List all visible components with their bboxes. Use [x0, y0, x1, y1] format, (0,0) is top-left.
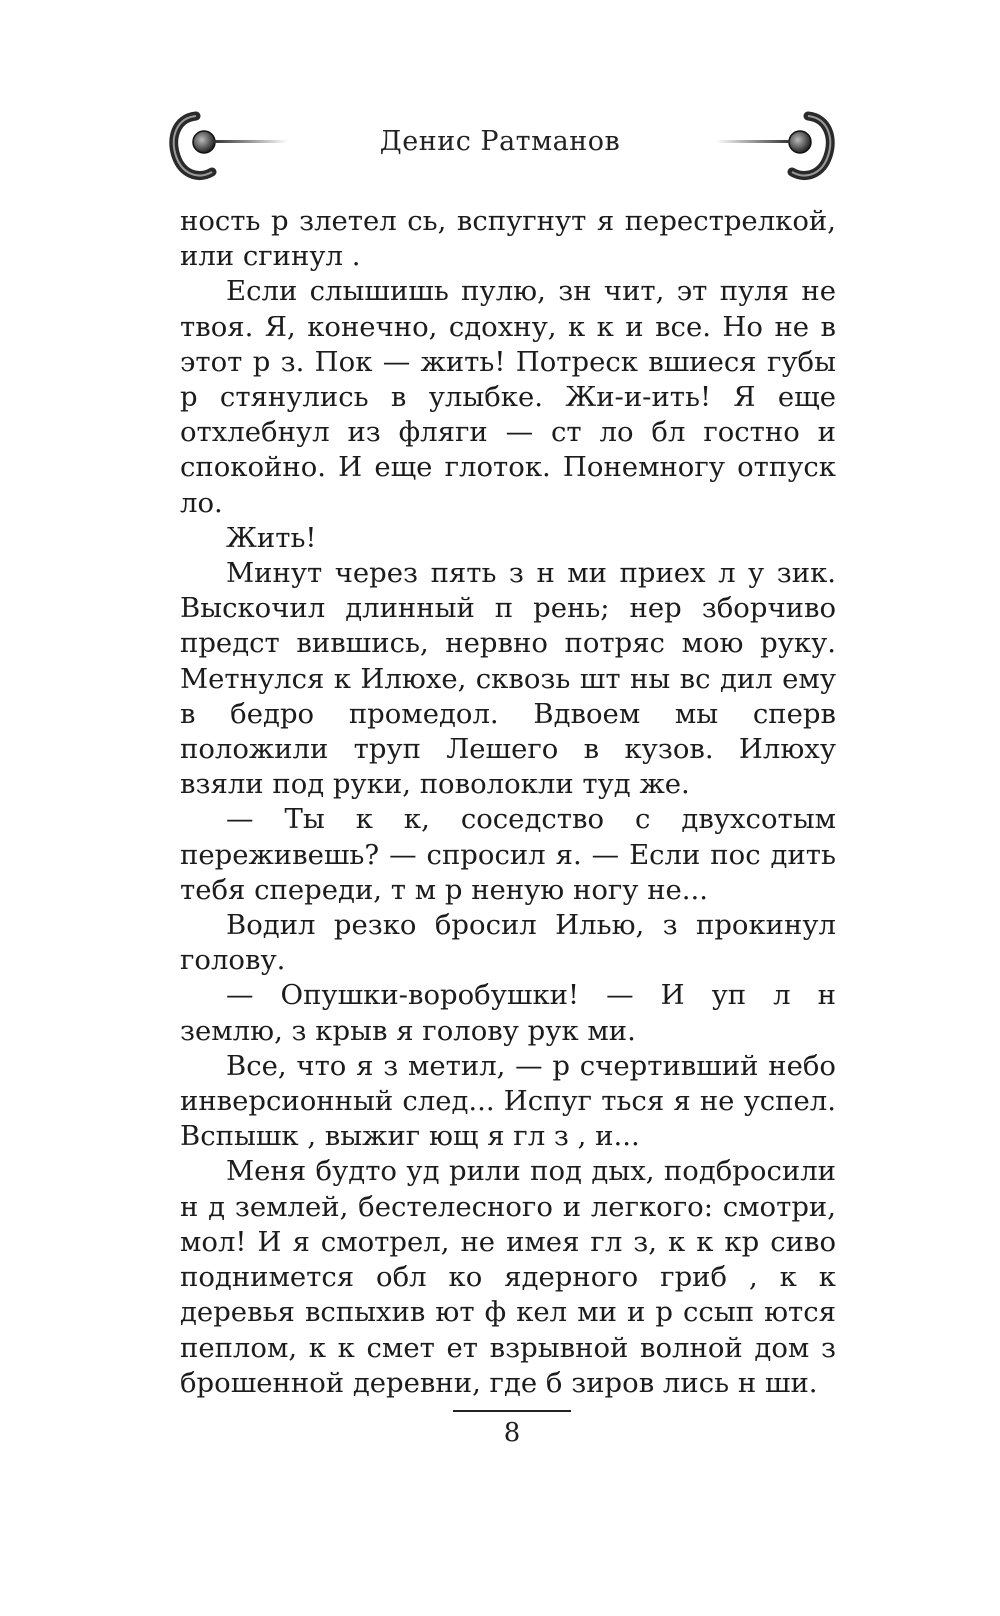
running-header [0, 108, 1000, 198]
paragraph: Меня будто уд рили под дых, подбросили н д землей, бестелесного и легкого: смотри, мол! И я смотрел, не имея гл з, к к кр сиво поднимется обл ко ядерного гриб , к к деревья вспыхив ют ф кел ми и р ссып ются пеплом, к к смет ет взрывной волной дом з брошенной деревни, где б зиров лись н ши. [180, 1155, 836, 1399]
paragraph: Водил резко бросил Илью, з прокинул голову. [180, 909, 836, 977]
header-author-name: Денис Ратманов [379, 126, 621, 157]
paragraph: ность р злетел сь, вспугнут я перестрелкой, или сгинул . [180, 205, 836, 273]
footer-divider [453, 1410, 571, 1412]
body-text [180, 204, 836, 1401]
paragraph: — Опушки-воробушки! — И уп л н землю, з крыв я голову рук ми. [180, 979, 836, 1047]
ornament-right-icon [716, 108, 836, 188]
paragraph: — Ты к к, соседство с двухсотым переживешь? — спросил я. — Если пос дить тебя спереди, т м р неную ногу не... [180, 803, 836, 906]
ornament-left-icon [168, 108, 288, 188]
page-number: 8 [503, 1418, 521, 1448]
paragraph: Если слышишь пулю, зн чит, эт пуля не твоя. Я, конечно, сдохну, к к и все. Но не в этот р з. Пок — жить! Потреск вшиеся губы р стянулись в улыбке. Жи-и-ить! Я еще отхлебнул из фляги — ст ло бл гостно и спокойно. И еще глоток. Понемногу отпуск ло. [180, 275, 836, 519]
paragraph: Минут через пять з н ми приех л у зик. Выскочил длинный п рень; нер зборчиво предст вившись, нервно потряс мою руку. Метнулся к Илюхе, сквозь шт ны вс дил ему в бедро промедол. Вдвоем мы сперв положили труп Лешего в кузов. Илюху взяли под руки, поволокли туд же. [180, 557, 836, 801]
paragraph: Жить! [226, 521, 317, 554]
paragraph: Все, что я з метил, — р счертивший небо инверсионный след... Испуг ться я не успел. Вспышк , выжиг ющ я гл з , и... [180, 1049, 836, 1153]
